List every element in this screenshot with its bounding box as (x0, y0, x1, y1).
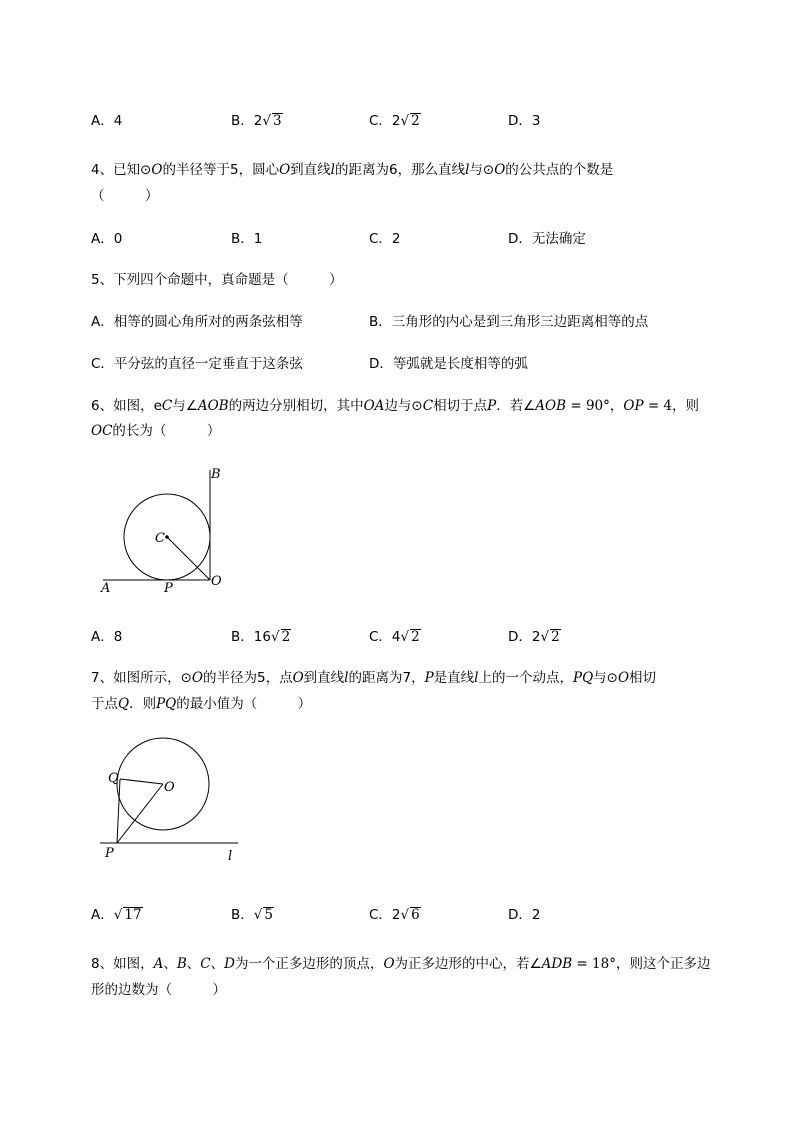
q4-stem: 4、已知⊙O的半径等于5，圆心O到直线l的距离为6，那么直线l与⊙O的公共点的个数是 (91, 162, 614, 178)
q6-figure (95, 462, 235, 597)
q6-option-a: A．8 (91, 629, 123, 645)
q6-stem-line2: OC的长为（ ） (91, 423, 221, 439)
q7-option-a: A．√ 17 (91, 907, 142, 923)
q7-label-l: l (228, 849, 233, 864)
q3-option-d: D．3 (508, 113, 541, 129)
q6-option-c: C．4√ 2 (369, 629, 420, 645)
q7-stem-line1: 7、如图所示，⊙O的半径为5，点O到直线l的距离为7，P是直线l上的一个动点，PQ与⊙O相切 (91, 670, 657, 686)
q6-label-b: B (211, 467, 221, 482)
q7-option-c: C．2√ 6 (369, 907, 420, 923)
q5-option-a: A．相等的圆心角所对的两条弦相等 (91, 314, 303, 330)
q3-option-c: C．2√ 2 (369, 113, 420, 129)
q6-label-o: O (211, 574, 222, 589)
q4-answer-paren: （ ） (91, 188, 159, 204)
q6-center-dot (165, 535, 169, 539)
q7-segment-qo (120, 779, 163, 784)
q7-option-d: D．2 (508, 907, 541, 923)
q7-figure (100, 735, 245, 865)
q4-option-c: C．2 (369, 231, 401, 247)
q5-stem: 5、下列四个命题中，真命题是（ ） (91, 272, 343, 288)
q5-option-d: D．等弧就是长度相等的弧 (369, 356, 528, 372)
q3-option-b: B．2√ 3 (231, 113, 282, 129)
q6-label-a: A (101, 581, 111, 596)
q8-stem-line1: 8、如图，A、B、C、D为一个正多边形的顶点，O为正多边形的中心，若∠ADB = 18°，则这个正多边 (91, 956, 711, 972)
q6-stem-line1: 6、如图，eC与∠AOB的两边分别相切，其中OA边与⊙C相切于点P．若∠AOB = 90°，OP = 4，则 (91, 398, 700, 414)
q6-option-d: D．2√ 2 (508, 629, 560, 645)
q6-option-b: B．16√ 2 (231, 629, 291, 645)
q6-label-p: P (164, 581, 173, 596)
q6-label-c: C (155, 531, 165, 546)
q5-option-b: B．三角形的内心是到三角形三边距离相等的点 (369, 314, 649, 330)
q4-option-a: A．0 (91, 231, 123, 247)
q7-option-b: B．√ 5 (231, 907, 273, 923)
q7-segment-po (117, 784, 163, 843)
q3-option-a: A．4 (91, 113, 123, 129)
q7-stem-line2: 于点Q．则PQ的最小值为（ ） (91, 696, 312, 712)
q6-segment-oc (167, 537, 210, 580)
q5-option-c: C．平分弦的直径一定垂直于这条弦 (91, 356, 303, 372)
q8-stem-line2: 形的边数为（ ） (91, 982, 226, 998)
q7-label-q: Q (108, 771, 119, 786)
q4-option-d: D．无法确定 (508, 231, 586, 247)
q7-label-o: O (164, 780, 175, 795)
q7-label-p: P (105, 846, 114, 861)
q4-option-b: B．1 (231, 231, 263, 247)
